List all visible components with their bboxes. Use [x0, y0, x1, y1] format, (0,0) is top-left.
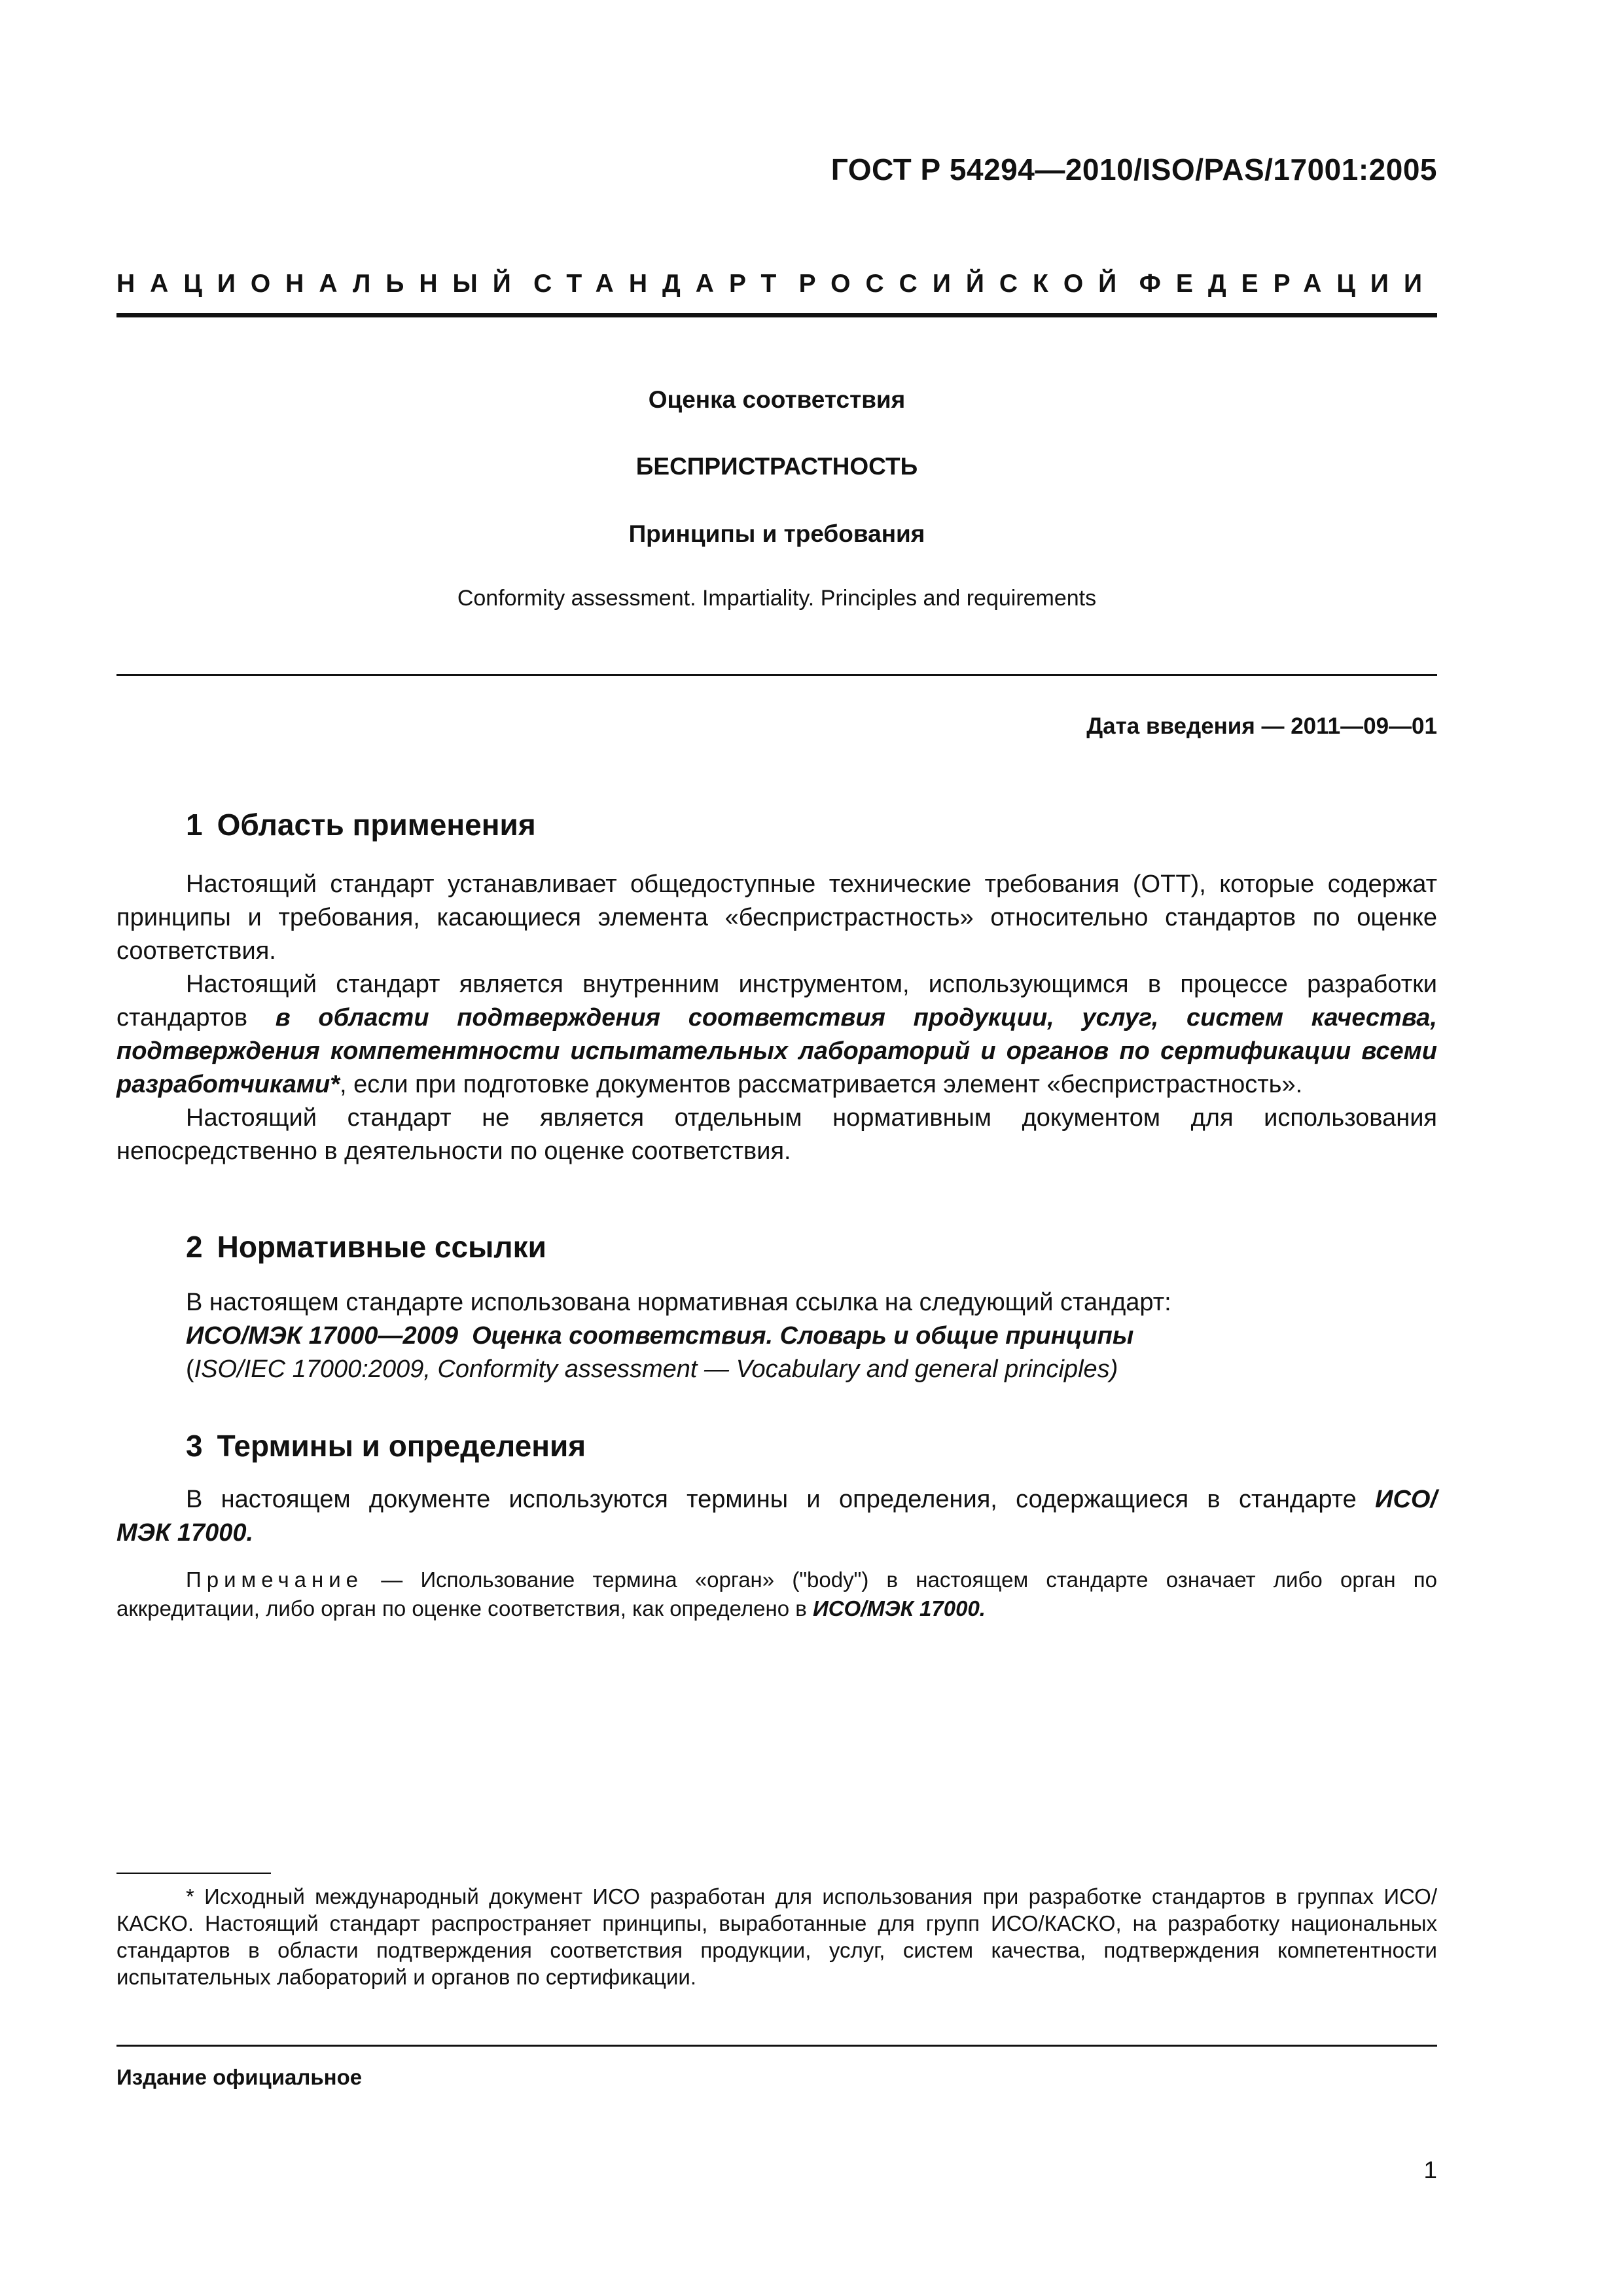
normative-reference: ИСО/МЭК 17000—2009 Оценка соответствия. Словарь и общие принципы — [186, 1322, 1134, 1350]
title-rule — [116, 674, 1437, 676]
paragraph — [116, 968, 1437, 1102]
banner-word: РОССИЙСКОЙ — [798, 270, 1132, 298]
section-title: Нормативные ссылки — [217, 1230, 546, 1264]
paragraph: Настоящий стандарт не является отдельным нормативным документом для использования непосредственно в деятельности по оценке соответствия. — [116, 1104, 1437, 1165]
section-number: 1 — [186, 808, 203, 842]
note-paragraph — [116, 1566, 1437, 1623]
section-1-heading — [186, 807, 1437, 842]
bottom-rule — [116, 2045, 1437, 2047]
section-title: Термины и определения — [217, 1429, 586, 1463]
note — [116, 1566, 1437, 1623]
header-rule — [116, 313, 1437, 317]
paragraph: Настоящий стандарт устанавливает общедоступные технические требования (ОТТ), которые содержат принципы и требования, касающиеся элемента «беспристрастность» относительно стандартов по оценке соответствия. — [116, 870, 1437, 965]
banner-word: ФЕДЕРАЦИИ — [1139, 270, 1437, 298]
title-line-2: БЕСПРИСТРАСТНОСТЬ — [635, 453, 918, 480]
emphasized-text: в области подтверждения соответствия продукции, услуг, систем качества, подтверждения компетентности испытательных лабораторий и органов по сертификации всеми разработчиками* — [116, 1004, 1437, 1098]
emphasized-text: ИСО/МЭК 17000. — [116, 1486, 1437, 1547]
section-1-body — [116, 868, 1437, 1168]
emphasized-text: ИСО/МЭК 17000. — [812, 1596, 986, 1621]
footnote-text: * Исходный международный документ ИСО разработан для использования при разработке стандартов в группах ИСО/КАСКО. Настоящий стандарт распространяет принципы, выработанные для групп ИСО/КАСКО, на разработку национальных стандартов в области подтверждения соответствия продукции, услуг, систем качества, подтверждения компетентности испытательных лабораторий и органов по сертификации. — [116, 1884, 1437, 1989]
paragraph-text: Настоящий стандарт является внутренним инструментом, использующимся в процессе разработки стандартов — [116, 971, 1437, 1031]
section-3-body — [116, 1483, 1437, 1550]
date-of-introduction: Дата введения — 2011—09—01 — [1086, 713, 1437, 739]
national-standard-banner — [116, 270, 1437, 298]
footnote-rule — [116, 1873, 271, 1874]
paragraph: В настоящем стандарте использована нормативная ссылка на следующий стандарт: — [186, 1289, 1171, 1316]
reference-title-english: ISO/IEC 17000:2009, Conformity assessment — Vocabulary and general principles) — [194, 1355, 1118, 1383]
section-title: Область применения — [217, 808, 536, 842]
note-label: Примечание — [186, 1568, 364, 1592]
paragraph-text: , если при подготовке документов рассматривается элемент «беспристрастность». — [339, 1071, 1303, 1098]
paren: ( — [186, 1355, 194, 1383]
standard-designation: ГОСТ Р 54294—2010/ISO/PAS/17001:2005 — [830, 152, 1437, 187]
section-2-heading — [186, 1229, 1437, 1265]
title-line-1: Оценка соответствия — [648, 386, 906, 413]
section-2-body — [116, 1286, 1437, 1386]
banner-word: СТАНДАРТ — [533, 270, 792, 298]
footnote — [116, 1883, 1437, 1990]
paragraph — [116, 1483, 1437, 1550]
banner-word: НАЦИОНАЛЬНЫЙ — [116, 270, 526, 298]
section-number: 2 — [186, 1230, 203, 1264]
section-3-heading — [186, 1428, 1437, 1463]
normative-reference-english — [116, 1353, 1437, 1386]
document-page — [116, 0, 1437, 2296]
english-title: Conformity assessment. Impartiality. Principles and requirements — [457, 586, 1097, 611]
paragraph-text: В настоящем документе используются термины и определения, содержащиеся в стандарте — [186, 1486, 1376, 1513]
page-number: 1 — [1423, 2157, 1437, 2183]
section-number: 3 — [186, 1429, 203, 1463]
edition-label: Издание официальное — [116, 2065, 363, 2089]
title-line-3: Принципы и требования — [628, 520, 925, 547]
note-text: — Использование термина «орган» ("body") в настоящем стандарте означает либо орган по аккредитации, либо орган по оценке соответствия, как определено в — [116, 1568, 1437, 1621]
